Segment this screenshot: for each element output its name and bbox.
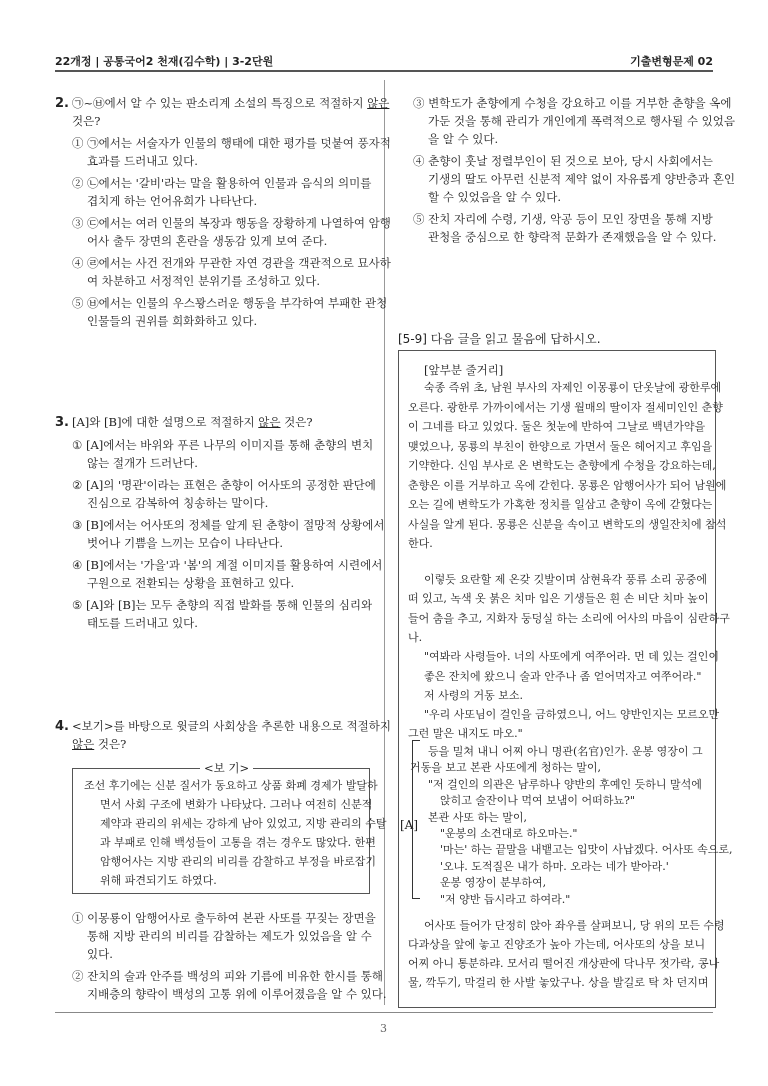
q4-stem: <보기>를 바탕으로 윗글의 사회상을 추론한 내용으로 적절하지 <box>72 719 391 733</box>
q4-number: 4. <box>55 719 69 734</box>
choice-1-line: ① [A]에서는 바위와 푸른 나무의 이미지를 통해 춘향의 변치 <box>72 438 374 452</box>
choice-5-line: 태도를 드러내고 있다. <box>87 616 198 630</box>
bracket-a-line-text: 등을 밀쳐 내니 어찌 아니 명관(名官)인가. 운봉 영장이 그 <box>428 745 703 758</box>
choice-4-line: 구원으로 전환되는 상황을 표현하고 있다. <box>87 576 295 590</box>
choice-2-line: ② ㉡에서는 '갈비'라는 말을 활용하여 인물과 음식의 의미를 <box>72 176 372 190</box>
bracket-a-label: [A] <box>400 818 419 832</box>
passage-line: "여봐라 사령들아. 너의 사또에게 여쭈어라. 먼 데 있는 걸인이 <box>424 650 720 664</box>
bogi-line: 제약과 관리의 위세는 강하게 남아 있었고, 지방 관리의 수탈 <box>100 817 387 830</box>
passage-line: 어사또 들어가 단정히 앉아 좌우를 살펴보니, 당 위의 모든 수령 <box>424 919 725 932</box>
passage-line: "우리 사또님이 걸인을 금하였으니, 어느 양반인지는 모르오만 <box>424 708 720 722</box>
choice-1-line: 효과를 드러내고 있다. <box>87 154 198 168</box>
bracket-a-line-text: 본관 사또 하는 말이, <box>428 810 527 824</box>
choice-3-line: 어사 출두 장면의 혼란을 생동감 있게 보여 준다. <box>87 234 328 248</box>
bracket-a-line-text: "운봉의 소견대로 하오마는." <box>440 827 578 840</box>
bracket-a-top <box>412 740 420 741</box>
choice-2-line: ② 잔치의 술과 안주를 백성의 피와 기름에 비유한 한시를 통해 <box>72 969 384 983</box>
passage-line: 떠 있고, 녹색 옷 붉은 치마 입은 기생들은 흰 손 비단 치마 높이 <box>408 592 709 606</box>
choice-2-line: 겹치게 하는 언어유희가 나타난다. <box>87 194 258 208</box>
bracket-a-line-text: '오냐. 도적질은 내가 하마. 오라는 네가 받아라.' <box>440 859 669 873</box>
passage-line: 저 사령의 거동 보소. <box>424 688 523 702</box>
choice-2-line: ② [A]의 '명관'이라는 표현은 춘향이 어사또의 공정한 판단에 <box>72 478 376 492</box>
summary-line: 이 그네를 타고 있었다. 둘은 첫눈에 반하여 그날로 백년가약을 <box>408 420 706 433</box>
passage-line: 어찌 아니 통분하랴. 모서리 떨어진 개상판에 닥나무 젓가락, 콩나 <box>408 957 720 970</box>
passage-line: 좋은 잔치에 왔으니 술과 안주나 좀 얻어먹자고 여쭈어라." <box>424 669 702 683</box>
section-heading: [5-9] 다음 글을 읽고 물음에 답하시오. <box>398 332 601 346</box>
header-rule <box>55 70 713 72</box>
choice-1-line: 통해 지방 관리의 비리를 감찰하는 제도가 있었음을 알 수 <box>87 929 372 943</box>
choice-1-line: 을 알 수 있다. <box>428 132 499 146</box>
choice-1-line: 있다. <box>87 947 113 961</box>
choice-1-line: ① 이몽룡이 암행어사로 출두하여 본관 사또를 꾸짖는 장면을 <box>72 911 376 925</box>
header-left: 22개정 | 공통국어2 천재(김수학) | 3-2단원 <box>55 55 274 68</box>
passage-line: 나. <box>408 630 423 644</box>
choice-3-line: ③ [B]에서는 어사또의 정체를 알게 된 춘향이 절망적 상황에서 <box>72 518 385 532</box>
bracket-a-line-text: 앉히고 술잔이나 먹여 보냄이 어떠하뇨?" <box>440 794 635 808</box>
q3-number: 3. <box>55 415 69 430</box>
passage-line: 이렇듯 요란할 제 온갖 깃발이며 삼현육각 풍류 소리 공중에 <box>424 573 707 586</box>
bracket-a-line-text: '마는' 하는 끝말을 내뱉고는 입맛이 사납겠다. 어사또 속으로, <box>440 843 733 857</box>
bogi-line: 조선 후기에는 신분 질서가 동요하고 상품 화폐 경제가 발달하 <box>84 779 378 792</box>
q4-stem-2: 않은 것은? <box>72 737 127 751</box>
summary-line: 기약한다. 신임 부사로 온 변학도는 춘향에게 수청을 강요하는데, <box>408 459 716 472</box>
bracket-a-line-text: 거동을 보고 본관 사또에게 청하는 말이, <box>410 761 601 775</box>
summary-line: 오는 길에 변학도가 가혹한 정치를 일삼고 춘향이 옥에 갇혔다는 <box>408 498 713 511</box>
choice-5-line: ⑤ ㉥에서는 인물의 우스꽝스러운 행동을 부각하여 부패한 관청 <box>72 296 388 310</box>
q2-stem: ㉠~㉥에서 알 수 있는 판소리계 소설의 특징으로 적절하지 않은 <box>72 96 390 110</box>
choice-5-line: 인물들의 권위를 희화화하고 있다. <box>87 314 258 328</box>
header-right: 기출변형문제 02 <box>630 55 713 68</box>
footer-rule <box>55 1012 713 1013</box>
bogi-line: 위해 파견되기도 하였다. <box>100 874 217 887</box>
choice-1-line: 않는 절개가 드러난다. <box>87 456 198 470</box>
bogi-title: <보 기> <box>200 760 253 776</box>
choice-2-line: 지배층의 향락이 백성의 고통 위에 이루어졌음을 알 수 있다. <box>87 987 387 1001</box>
q3-stem: [A]와 [B]에 대한 설명으로 적절하지 않은 것은? <box>72 415 313 429</box>
choice-4-line: ④ ㉣에서는 사건 전개와 무관한 자연 경관을 객관적으로 묘사하 <box>72 256 391 270</box>
choice-2-line: ④ 춘향이 훗날 정렬부인이 된 것으로 보아, 당시 사회에서는 <box>413 154 713 168</box>
choice-2-line: 기생의 딸도 아무런 신분적 제약 없이 자유롭게 양반층과 혼인 <box>428 172 735 186</box>
summary-line: 춘향은 이를 거부하고 옥에 갇힌다. 몽룡은 암행어사가 되어 남원에 <box>408 478 727 492</box>
choice-1-line: ① ㉠에서는 서술자가 인물의 행태에 대한 평가를 덧붙여 풍자적 <box>72 136 391 150</box>
choice-2-line: 할 수 있었음을 알 수 있다. <box>428 190 562 204</box>
choice-5-line: ⑤ [A]와 [B]는 모두 춘향의 직접 발화를 통해 인물의 심리와 <box>72 598 373 612</box>
choice-3-line: ③ ㉢에서는 여러 인물의 복장과 행동을 장황하게 나열하여 암행 <box>72 216 391 230</box>
summary-title: [앞부분 줄거리] <box>424 363 504 377</box>
page-number: 3 <box>380 1022 387 1035</box>
summary-line: 오른다. 광한루 가까이에서는 기생 월매의 딸이자 절세미인인 춘향 <box>408 400 723 414</box>
choice-2-line: 진심으로 감복하여 칭송하는 말이다. <box>87 496 269 510</box>
q2-stem-2: 것은? <box>72 114 101 128</box>
summary-line: 숙종 즉위 초, 남원 부사의 자제인 이몽룡이 단옷날에 광한루에 <box>424 381 722 394</box>
passage-line: 그런 말은 내지도 마오." <box>408 727 523 741</box>
choice-4-line: 여 차분하고 서정적인 분위기를 조성하고 있다. <box>87 274 321 288</box>
passage-line: 들어 춤을 추고, 지화자 둥덩실 하는 소리에 어사의 마음이 심란하구 <box>408 611 730 625</box>
q2-number: 2. <box>55 96 69 111</box>
bogi-line: 과 부패로 인해 백성들이 고통을 겪는 경우도 많았다. 한편 <box>100 836 376 849</box>
choice-1-line: 가둔 것을 통해 관리가 개인에게 폭력적으로 행사될 수 있었음 <box>428 114 735 128</box>
summary-line: 사실을 알게 된다. 몽룡은 신분을 속이고 변학도의 생일잔치에 참석 <box>408 517 727 531</box>
choice-4-line: ④ [B]에서는 '가을'과 '봄'의 계절 이미지를 활용하여 시련에서 <box>72 558 383 572</box>
choice-3-line: 벗어나 기쁨을 느끼는 모습이 나타난다. <box>87 536 284 550</box>
passage-line: 물, 깍두기, 막걸리 한 사발 놓았구나. 상을 발길로 탁 차 던지며 <box>408 976 709 989</box>
choice-3-line: ⑤ 잔치 자리에 수령, 기생, 악공 등이 모인 장면을 통해 지방 <box>413 212 713 226</box>
summary-line: 맺었으나, 몽룡의 부친이 한양으로 가면서 둘은 헤어지고 후임을 <box>408 439 713 453</box>
bogi-line: 암행어사는 지방 관리의 비리를 감찰하고 부정을 바로잡기 <box>100 855 377 868</box>
passage-line: 다과상을 앞에 놓고 진양조가 높아 가는데, 어사또의 상을 보니 <box>408 938 706 951</box>
bracket-a-line-text: "저 양반 듭시라고 하여라." <box>440 892 571 906</box>
bracket-a-line-text: 운봉 영장이 분부하여, <box>440 876 547 890</box>
bogi-line: 면서 사회 구조에 변화가 나타났다. 그러나 여전히 신분적 <box>100 798 373 811</box>
choice-1-line: ③ 변학도가 춘향에게 수청을 강요하고 이를 거부한 춘향을 옥에 <box>413 96 732 110</box>
bracket-a-line <box>412 740 413 898</box>
summary-line: 한다. <box>408 537 433 550</box>
bracket-a-line-text: "저 걸인의 의관은 남루하나 양반의 후예인 듯하니 말석에 <box>428 777 702 791</box>
bracket-a-bottom <box>412 898 420 899</box>
choice-3-line: 관청을 중심으로 한 향락적 문화가 존재했음을 알 수 있다. <box>428 230 717 244</box>
